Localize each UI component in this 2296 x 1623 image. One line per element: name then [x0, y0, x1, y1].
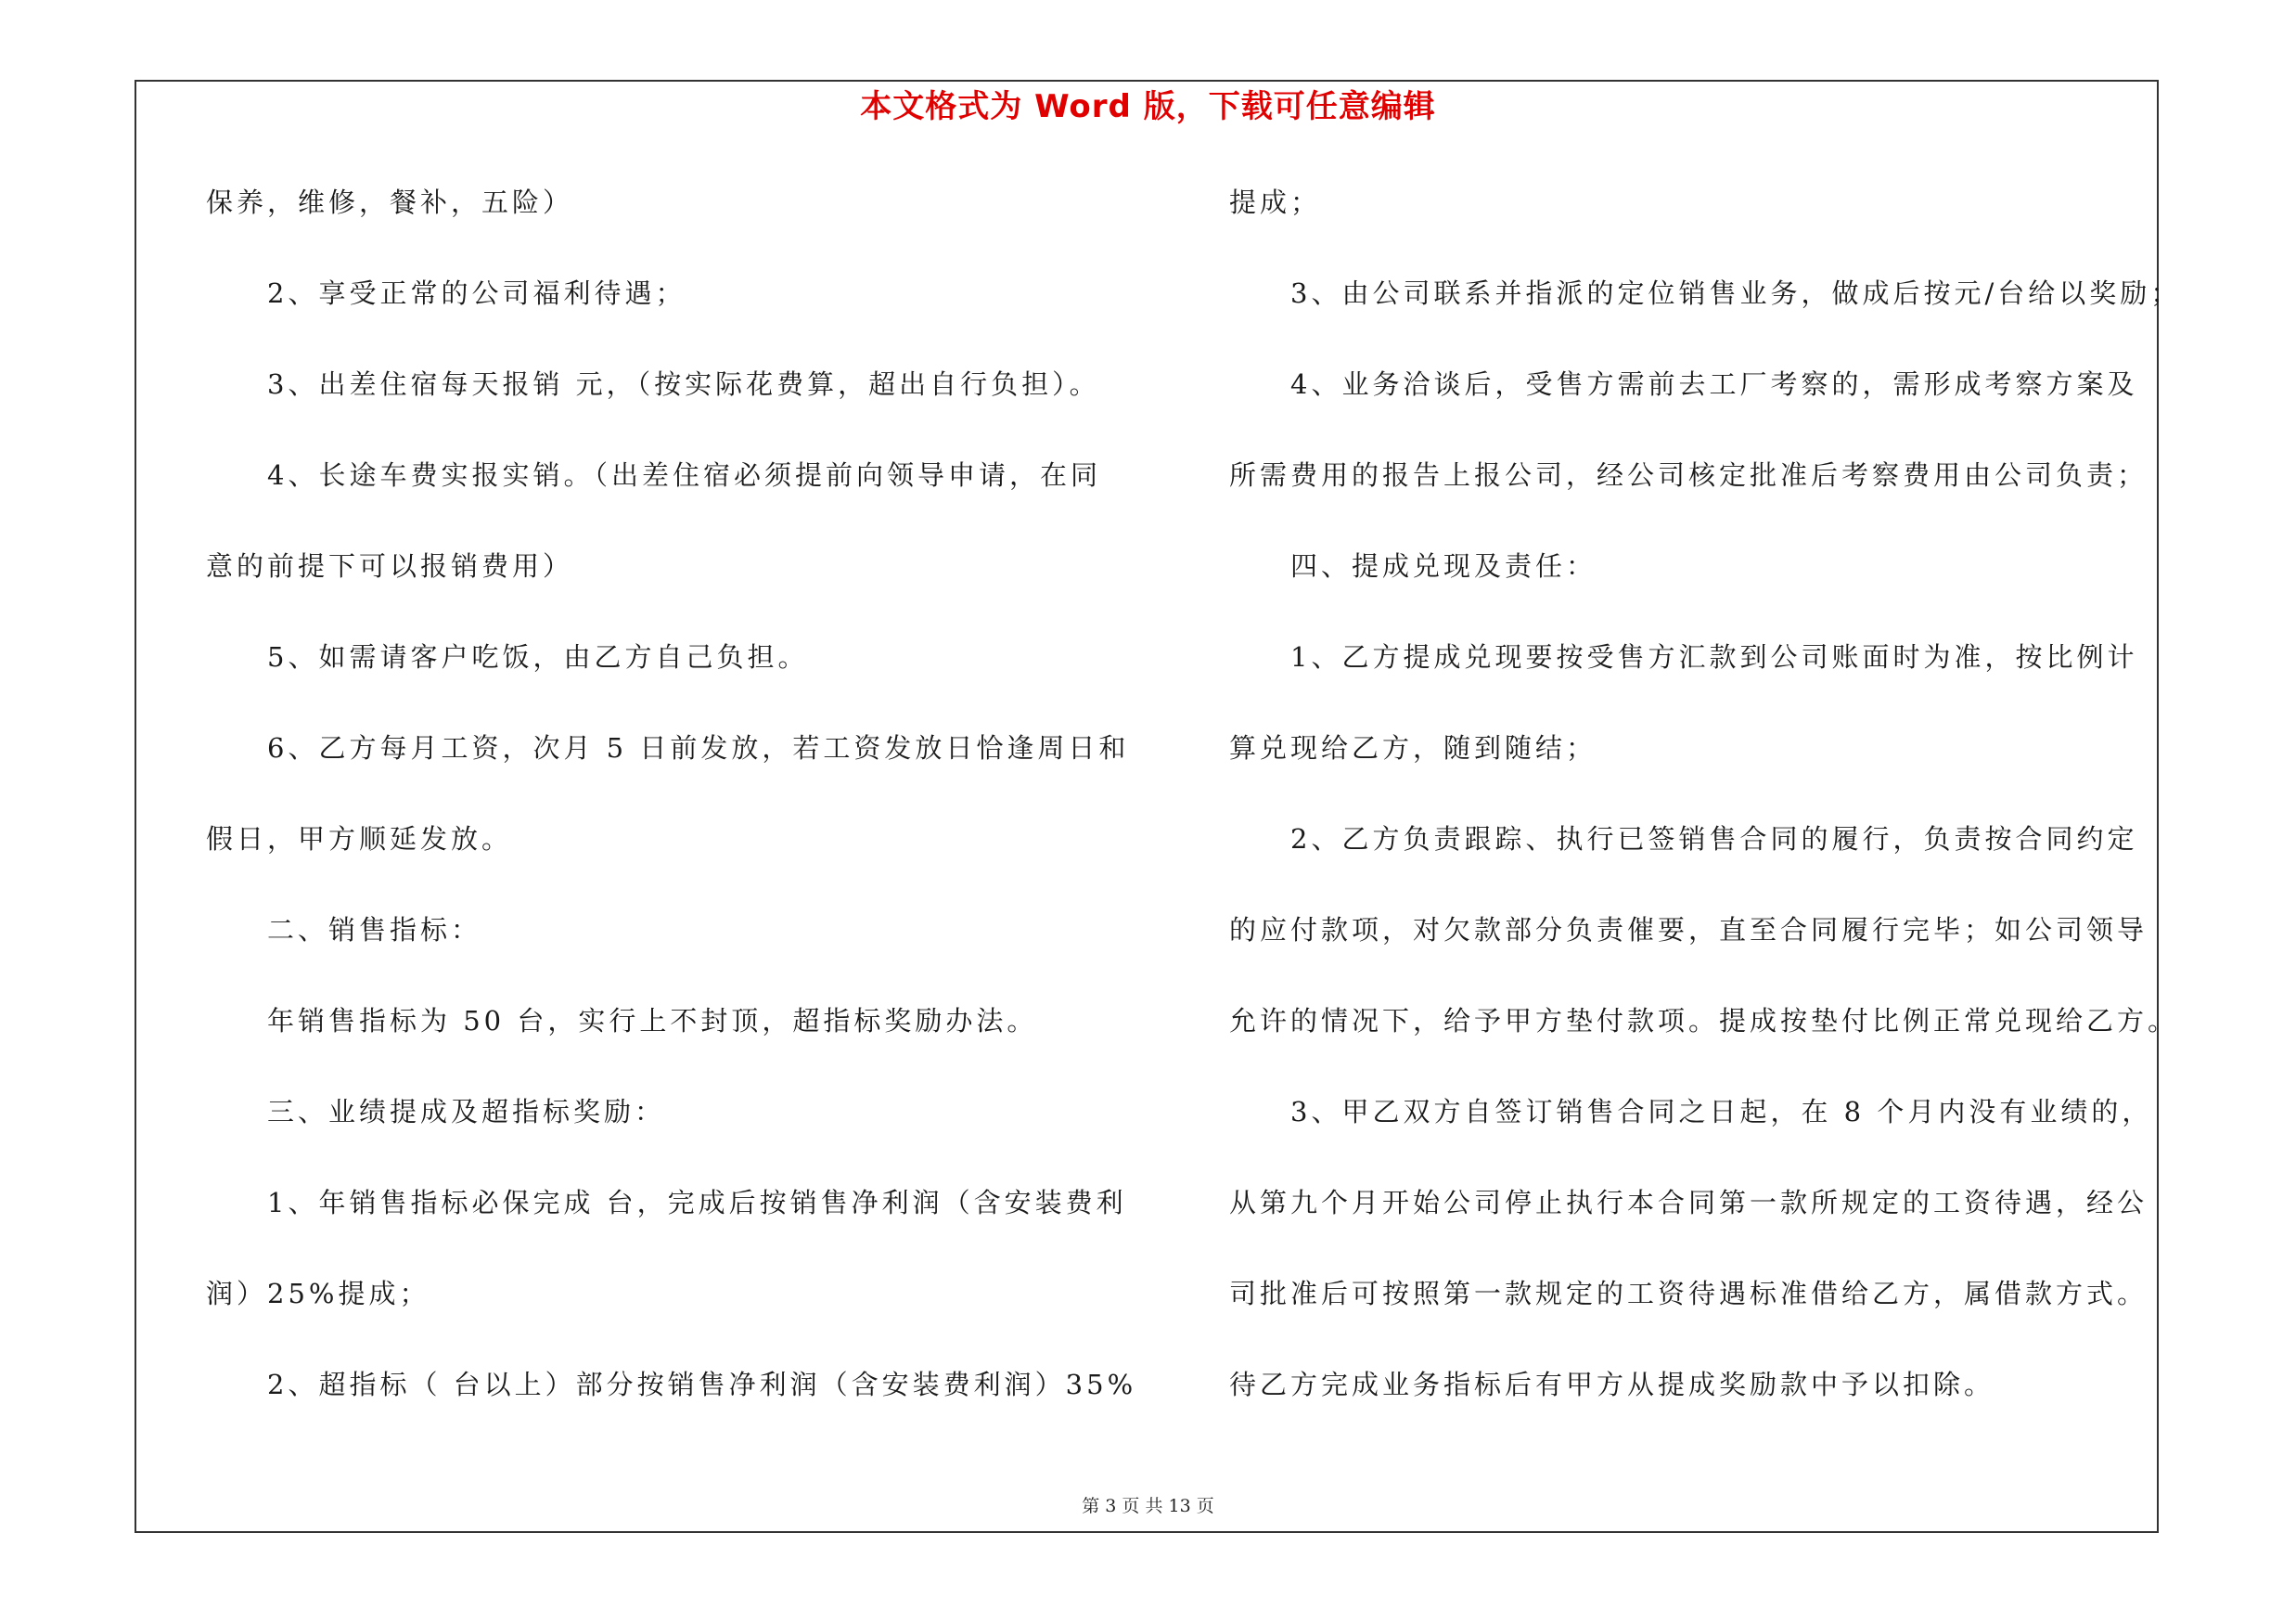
right-line-8: 2、乙方负责跟踪、执行已签销售合同的履行，负责按合同约定 [1290, 823, 2138, 855]
right-line-2: 3、由公司联系并指派的定位销售业务，做成后按元/台给以奖励； [1290, 277, 2182, 309]
right-line-9: 的应付款项，对欠款部分负责催要，直至合同履行完毕；如公司领导 [1229, 914, 2148, 946]
left-line-2: 2、享受正常的公司福利待遇； [267, 277, 686, 309]
right-line-1: 提成； [1229, 187, 1322, 218]
right-line-6: 1、乙方提成兑现要按受售方汇款到公司账面时为准，按比例计 [1290, 641, 2138, 673]
header-banner: 本文格式为 Word 版，下载可任意编辑 [860, 88, 1436, 125]
left-line-1: 保养，维修，餐补，五险） [206, 187, 574, 218]
left-line-7: 6、乙方每月工资，次月 5 日前发放，若工资发放日恰逢周日和 [267, 732, 1130, 764]
left-line-11: 三、业绩提成及超指标奖励： [267, 1096, 666, 1127]
left-line-12: 1、年销售指标必保完成 台，完成后按销售净利润（含安装费利 [267, 1187, 1127, 1218]
right-line-13: 司批准后可按照第一款规定的工资待遇标准借给乙方，属借款方式。 [1229, 1278, 2148, 1309]
right-line-4: 所需费用的报告上报公司，经公司核定批准后考察费用由公司负责； [1229, 459, 2148, 491]
right-line-11: 3、甲乙双方自签订销售合同之日起，在 8 个月内没有业绩的， [1290, 1096, 2153, 1127]
left-line-6: 5、如需请客户吃饭，由乙方自己负担。 [267, 641, 809, 673]
left-line-9: 二、销售指标： [267, 914, 482, 946]
left-line-4: 4、长途车费实报实销。（出差住宿必须提前向领导申请，在同 [267, 459, 1101, 491]
left-line-3: 3、出差住宿每天报销 元，（按实际花费算，超出自行负担）。 [267, 368, 1100, 400]
left-line-14: 2、超指标（ 台以上）部分按销售净利润（含安装费利润）35% [267, 1369, 1137, 1400]
left-line-10: 年销售指标为 50 台，实行上不封顶，超指标奖励办法。 [267, 1005, 1038, 1037]
left-line-8: 假日，甲方顺延发放。 [206, 823, 513, 855]
right-line-5: 四、提成兑现及责任： [1290, 550, 1597, 582]
right-line-14: 待乙方完成业务指标后有甲方从提成奖励款中予以扣除。 [1229, 1369, 1995, 1400]
right-line-10: 允许的情况下，给予甲方垫付款项。提成按垫付比例正常兑现给乙方。 [1229, 1005, 2179, 1037]
right-line-3: 4、业务洽谈后，受售方需前去工厂考察的，需形成考察方案及 [1290, 368, 2138, 400]
left-line-13: 润）25%提成； [206, 1278, 430, 1309]
left-line-5: 意的前提下可以报销费用） [206, 550, 574, 582]
page-indicator: 第 3 页 共 13 页 [1082, 1496, 1214, 1516]
right-line-12: 从第九个月开始公司停止执行本合同第一款所规定的工资待遇，经公 [1229, 1187, 2148, 1218]
right-line-7: 算兑现给乙方，随到随结； [1229, 732, 1597, 764]
